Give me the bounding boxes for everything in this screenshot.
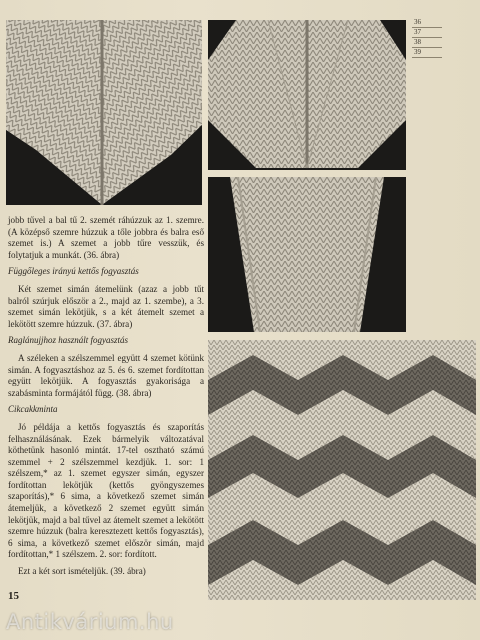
figure-number: 39: [412, 48, 442, 58]
knitting-photo-36: [6, 20, 202, 205]
watermark-logo: Antikvárium.hu: [6, 610, 174, 634]
instruction-text-column: [8, 215, 204, 583]
figure-number-list: [412, 18, 442, 58]
page-number: 15: [8, 590, 19, 602]
paragraph: A széleken a szélszemmel együtt 4 szemet kötünk simán. A fogyasztáshoz az 5. és 6. szemet fordítottan együtt lekötjük. A fogyasztás gyakorisága a szabásminta formájától függ. (38. ábra): [8, 352, 204, 398]
figure-number: 38: [412, 38, 442, 48]
knitting-photo-39: [208, 340, 476, 600]
paragraph: Ezt a két sort ismételjük. (39. ábra): [18, 566, 146, 577]
paragraph: jobb tűvel a bal tű 2. szemét ráhúzzuk az 1. szemre. (A középső szemre húzzuk a tőle jobbra és balra eső szemet is.) A szemet a jobb tűre vesszük, és folytatjuk a munkát. (36. ábra): [8, 215, 204, 260]
figure-number: 36: [412, 18, 442, 28]
paragraph: Két szemet simán átemelünk (azaz a jobb tűt balról szúrjuk először a 2., majd az 1. szembe), a 3. szemet simán lekötjük, s a két átemelt szemet a lekötött szemre húzzuk. (37. ábra): [8, 283, 204, 329]
section-heading: Raglánujjhoz használt fogyasztás: [8, 335, 129, 346]
section-heading: Függőleges irányú kettős fogyasztás: [8, 266, 139, 277]
paragraph: Jó példája a kettős fogyasztás és szaporítás felhasználásának. Ezek bármelyik változatával köthetünk hasonló mintát. 17-tel osztható számú szemmel + 2 szélszemmel kezdjük. 1. sor: 1 szélszem,* az 1. szemet egyszer simán, egyszer fordítottan lekötjük (kettős gyöngyszemes szaporítás),* 6 sima, a következő szemet simán átemeljük, a következő 2 szemet együtt simán lekötjük, majd a bal tűvel az átemelt szemet a lekötött szemre húzzuk (balra keresztezett kettős fogyasztás), 6 sima, a következő szemet először simán, majd fordítottan,* 1 szélszem. 2. sor: fordított.: [8, 421, 204, 560]
knitting-photo-37: [208, 20, 406, 170]
knitting-photo-38: [208, 177, 406, 332]
section-heading: Cikcakkminta: [8, 404, 58, 415]
figure-number: 37: [412, 28, 442, 38]
